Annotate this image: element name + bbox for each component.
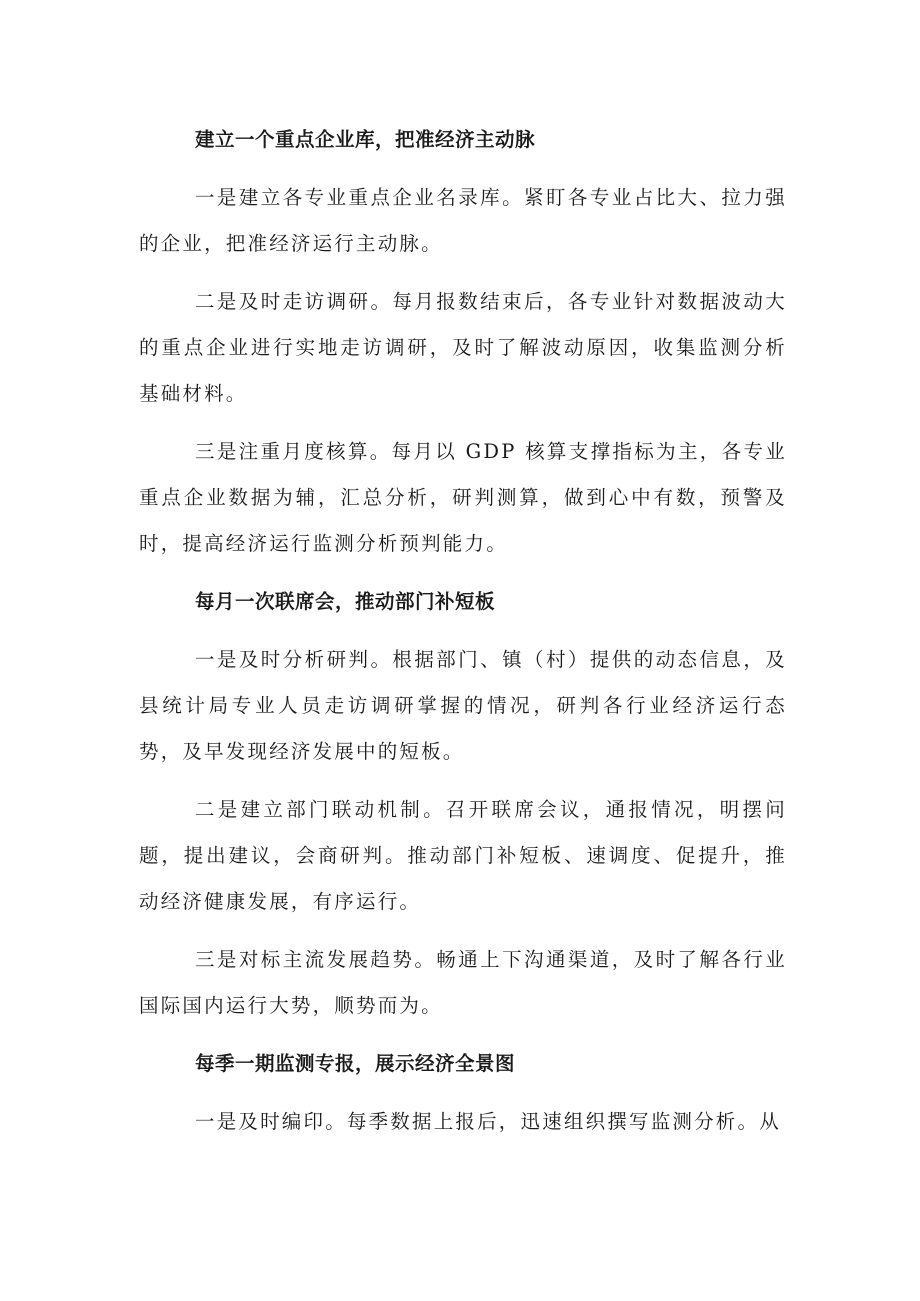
paragraph-enterprise-directory: 一是建立各专业重点企业名录库。紧盯各专业占比大、拉力强的企业，把准经济运行主动脉。 — [139, 186, 787, 255]
document-page — [139, 117, 787, 1145]
section-heading-monthly-joint-meeting: 每月一次联席会，推动部门补短板 — [195, 590, 496, 613]
paragraph-timely-printing: 一是及时编印。每季数据上报后，迅速组织撰写监测分析。从 — [195, 1110, 781, 1133]
paragraph-department-linkage: 二是建立部门联动机制。召开联席会议，通报情况，明摆问题，提出建议，会商研判。推动部门补短板、速调度、促提升，推动经济健康发展，有序运行。 — [139, 798, 787, 913]
paragraph-timely-analysis: 一是及时分析研判。根据部门、镇（村）提供的动态信息，及县统计局专业人员走访调研掌握的情况，研判各行业经济运行态势，及早发现经济发展中的短板。 — [139, 648, 787, 763]
paragraph-monthly-accounting: 三是注重月度核算。每月以 GDP 核算支撑指标为主，各专业重点企业数据为辅，汇总分析，研判测算，做到心中有数，预警及时，提高经济运行监测分析预判能力。 — [139, 440, 787, 555]
section-heading-key-enterprise-library: 建立一个重点企业库，把准经济主动脉 — [195, 128, 536, 151]
section-heading-quarterly-report: 每季一期监测专报，展示经济全景图 — [195, 1052, 516, 1075]
paragraph-mainstream-trends: 三是对标主流发展趋势。畅通上下沟通渠道，及时了解各行业国际国内运行大势，顺势而为。 — [139, 948, 787, 1017]
paragraph-field-visits: 二是及时走访调研。每月报数结束后，各专业针对数据波动大的重点企业进行实地走访调研，及时了解波动原因，收集监测分析基础材料。 — [139, 290, 787, 405]
